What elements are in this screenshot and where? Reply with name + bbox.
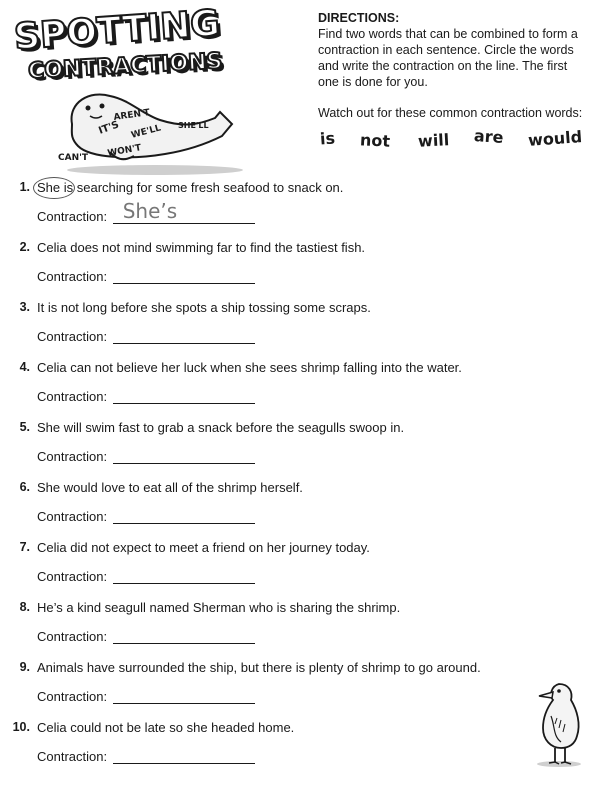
answer-row — [37, 329, 255, 344]
word-would: would — [527, 127, 583, 150]
answer-row — [37, 199, 255, 224]
answer-label: Contraction: — [37, 329, 108, 344]
question-2 — [0, 236, 600, 296]
directions-heading: DIRECTIONS: — [318, 11, 400, 25]
seal-word-4: WE'LL — [130, 123, 163, 141]
question-3 — [0, 296, 600, 356]
question-text: Animals have surrounded the ship, but there is plenty of shrimp to go around. — [37, 660, 481, 675]
question-text: She will swim fast to grab a snack before the seagulls swoop in. — [37, 420, 405, 435]
answer-line[interactable] — [113, 629, 255, 644]
question-number: 3. — [19, 300, 30, 314]
watch-out-text: Watch out for these common contraction words: — [318, 106, 583, 120]
answer-label: Contraction: — [37, 629, 108, 644]
answer-label: Contraction: — [37, 569, 108, 584]
question-number: 7. — [19, 540, 30, 554]
answer-line[interactable] — [113, 199, 255, 224]
question-number: 4. — [19, 360, 30, 374]
answer-label: Contraction: — [37, 689, 108, 704]
seal-word-6: WON'T — [106, 143, 143, 159]
seal-word-1: AREN'T — [113, 107, 151, 123]
question-1 — [0, 176, 600, 236]
title-line-1: SPOTTING — [12, 2, 222, 59]
word-not: not — [359, 130, 391, 151]
answer-row — [37, 629, 255, 644]
question-9 — [0, 656, 600, 716]
answer-label: Contraction: — [37, 449, 108, 464]
answer-line[interactable] — [113, 749, 255, 764]
word-will: will — [417, 130, 450, 151]
question-4 — [0, 356, 600, 416]
question-number: 6. — [19, 480, 30, 494]
question-text: She is searching for some fresh seafood to snack on. — [37, 180, 344, 195]
seal-illustration — [50, 84, 250, 176]
answer-line[interactable] — [113, 569, 255, 584]
answer-row — [37, 269, 255, 284]
answer-value: She’s — [122, 199, 178, 223]
question-6 — [0, 476, 600, 536]
title-art — [10, 2, 250, 176]
answer-row — [37, 689, 255, 704]
question-text: Celia could not be late so she headed home. — [37, 720, 295, 735]
question-number: 8. — [19, 600, 30, 614]
answer-label: Contraction: — [37, 749, 108, 764]
seagull-illustration — [525, 680, 589, 768]
answer-line[interactable] — [113, 689, 255, 704]
answer-label: Contraction: — [37, 389, 108, 404]
question-number: 1. — [19, 180, 30, 194]
answer-row — [37, 509, 255, 524]
answer-line[interactable] — [113, 269, 255, 284]
directions-body: Find two words that can be combined to form a contraction in each sentence. Circle the words and write the contraction on the line. The first one is done for you. — [318, 27, 578, 89]
answer-row — [37, 569, 255, 584]
seal-word-5: CAN'T — [58, 153, 88, 163]
answer-row — [37, 749, 255, 764]
question-text: She would love to eat all of the shrimp herself. — [37, 480, 303, 495]
contraction-word-list — [320, 127, 590, 153]
answer-label: Contraction: — [37, 269, 108, 284]
answer-row — [37, 389, 255, 404]
question-7 — [0, 536, 600, 596]
answer-line[interactable] — [113, 449, 255, 464]
word-is: is — [319, 128, 336, 149]
question-text: Celia does not mind swimming far to find the tastiest fish. — [37, 240, 366, 255]
question-number: 5. — [19, 420, 30, 434]
answer-line[interactable] — [113, 509, 255, 524]
question-number: 2. — [19, 240, 30, 254]
word-are: are — [473, 125, 505, 148]
title-line-2: CONTRACTIONS — [27, 48, 224, 85]
question-text: Celia can not believe her luck when she sees shrimp falling into the water. — [37, 360, 462, 375]
question-8 — [0, 596, 600, 656]
answer-label: Contraction: — [37, 209, 108, 224]
question-text: He’s a kind seagull named Sherman who is sharing the shrimp. — [37, 600, 401, 615]
answer-line[interactable] — [113, 329, 255, 344]
answer-line[interactable] — [113, 389, 255, 404]
answer-label: Contraction: — [37, 509, 108, 524]
question-text: It is not long before she spots a ship tossing some scraps. — [37, 300, 371, 315]
question-5 — [0, 416, 600, 476]
directions-block — [318, 10, 590, 90]
question-text: Celia did not expect to meet a friend on her journey today. — [37, 540, 370, 555]
answer-row — [37, 449, 255, 464]
seal-word-3: SHE'LL — [178, 121, 209, 130]
question-10 — [0, 716, 600, 776]
question-number: 9. — [19, 660, 30, 674]
seal-word-2: IT'S — [97, 119, 121, 137]
question-number: 10. — [12, 720, 30, 734]
